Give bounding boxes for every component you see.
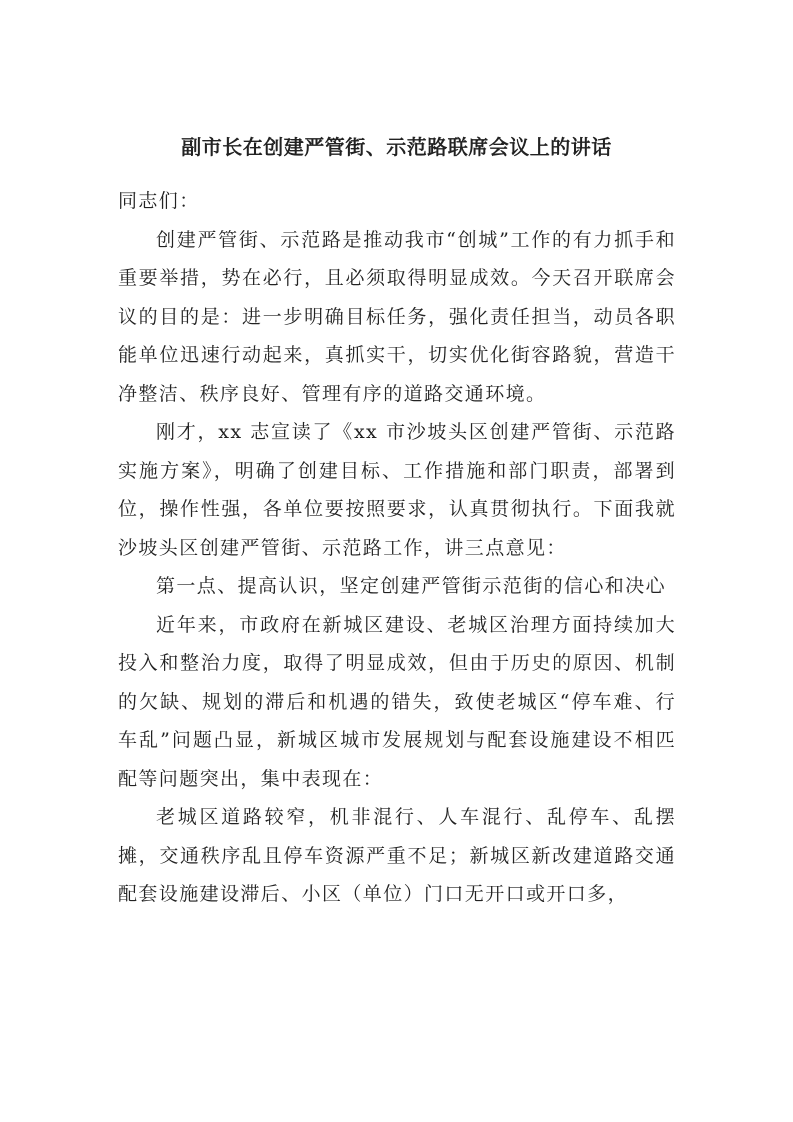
paragraph-old-city-issues: 老城区道路较窄，机非混行、人车混行、乱停车、乱摆摊，交通秩序乱且停车资源严重不足；新城区新改建道路交通配套设施建设滞后、小区（单位）门口无开口或开口多， (118, 806, 676, 905)
salutation: 同志们： (118, 190, 200, 212)
paragraph-plan-reading: 刚才，xx 志宣读了《xx 市沙坡头区创建严管街、示范路实施方案》，明确了创建目标、工作措施和部门职责，部署到位，操作性强，各单位要按照要求，认真贯彻执行。下面我就沙坡头区创建严管街、示范路工作，讲三点意见： (118, 421, 676, 559)
document-body (118, 182, 676, 914)
paragraph-background: 近年来，市政府在新城区建设、老城区治理方面持续加大投入和整治力度，取得了明显成效，但由于历史的原因、机制的欠缺、规划的滞后和机遇的错失，致使老城区“停车难、行车乱”问题凸显，新城区城市发展规划与配套设施建设不相匹配等问题突出，集中表现在： (118, 613, 676, 790)
document-title: 副市长在创建严管街、示范路联席会议上的讲话 (181, 135, 612, 159)
paragraph-intro: 创建严管街、示范路是推动我市“创城”工作的有力抓手和重要举措，势在必行，且必须取得明显成效。今天召开联席会议的目的是：进一步明确目标任务，强化责任担当，动员各职能单位迅速行动起来，真抓实干，切实优化街容路貌，营造干净整洁、秩序良好、管理有序的道路交通环境。 (118, 228, 676, 405)
section-heading-point-one: 第一点、提高认识，坚定创建严管街示范街的信心和决心 (156, 575, 667, 597)
